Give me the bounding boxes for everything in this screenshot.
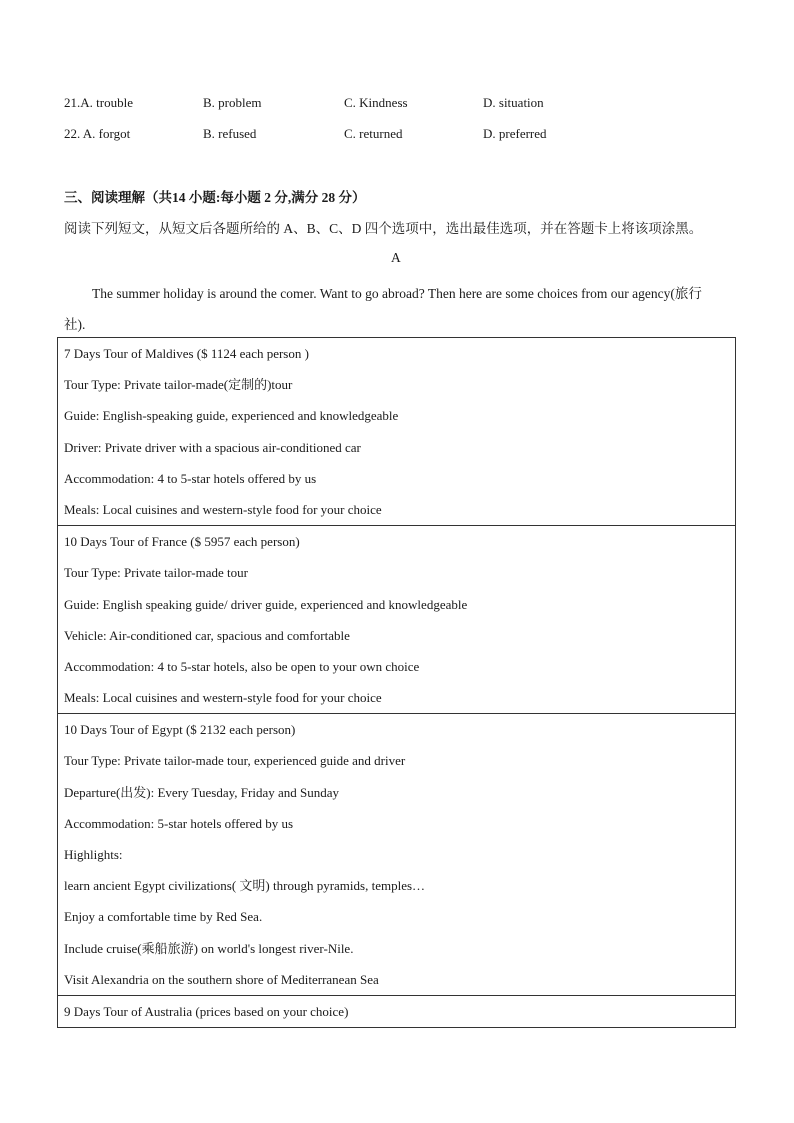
tour-detail: Enjoy a comfortable time by Red Sea. — [64, 909, 263, 925]
option-d: D. preferred — [483, 126, 547, 141]
tour-detail: Visit Alexandria on the southern shore of Mediterranean Sea — [64, 971, 379, 987]
tour-detail: learn ancient Egypt civilizations( 文明) through pyramids, temples… — [64, 878, 426, 894]
tour-heading: 10 Days Tour of Egypt ($ 2132 each person) — [64, 722, 296, 738]
tour-detail: Tour Type: Private tailor-made tour — [64, 565, 248, 581]
tour-detail: Guide: English-speaking guide, experienced and knowledgeable — [64, 408, 399, 424]
section-title: 三、阅读理解（共14 小题:每小题 2 分,满分 28 分） — [64, 190, 366, 205]
tour-cell — [58, 714, 735, 996]
tour-detail: Meals: Local cuisines and western-style food for your choice — [64, 501, 382, 517]
tour-detail: Vehicle: Air-conditioned car, spacious and comfortable — [64, 627, 350, 643]
option-c: C. returned — [344, 126, 403, 141]
tour-heading: 9 Days Tour of Australia (prices based on your choice) — [64, 1003, 349, 1019]
tour-cell — [58, 996, 735, 1027]
option-b: B. problem — [203, 95, 262, 110]
tour-heading: 7 Days Tour of Maldives ($ 1124 each person ) — [64, 346, 309, 361]
tour-heading: 10 Days Tour of France ($ 5957 each person) — [64, 534, 300, 550]
option-d: D. situation — [483, 95, 544, 110]
tour-detail: Guide: English speaking guide/ driver guide, experienced and knowledgeable — [64, 596, 468, 612]
passage-intro-line-2: 社). — [64, 317, 86, 332]
option-b: B. refused — [203, 126, 257, 141]
option-a: 22. A. forgot — [64, 126, 131, 141]
tour-cell — [58, 338, 735, 526]
tour-detail: Accommodation: 5-star hotels offered by us — [64, 815, 294, 831]
tour-detail: Tour Type: Private tailor-made(定制的)tour — [64, 377, 293, 393]
option-c: C. Kindness — [344, 95, 408, 110]
passage-intro-line-1: The summer holiday is around the comer. Want to go abroad? Then here are some choices from our agency(旅行 — [92, 286, 702, 301]
tour-detail: Departure(出发): Every Tuesday, Friday and Sunday — [64, 784, 339, 800]
tour-detail: Meals: Local cuisines and western-style food for your choice — [64, 690, 382, 706]
tour-table — [57, 337, 736, 1028]
option-a: 21.A. trouble — [64, 95, 133, 110]
tour-detail: Driver: Private driver with a spacious air-conditioned car — [64, 439, 361, 455]
tour-detail: Highlights: — [64, 847, 123, 862]
tour-detail: Accommodation: 4 to 5-star hotels offered by us — [64, 470, 317, 486]
tour-detail: Accommodation: 4 to 5-star hotels, also be open to your own choice — [64, 658, 420, 674]
passage-label: A — [391, 250, 401, 265]
tour-cell — [58, 526, 735, 714]
tour-detail: Tour Type: Private tailor-made tour, experienced guide and driver — [64, 753, 406, 769]
tour-detail: Include cruise(乘船旅游) on world's longest river-Nile. — [64, 940, 354, 956]
section-instruction: 阅读下列短文，从短文后各题所给的 A、B、C、D 四个选项中，选出最佳选项，并在答题卡上将该项涂黑。 — [64, 221, 703, 236]
